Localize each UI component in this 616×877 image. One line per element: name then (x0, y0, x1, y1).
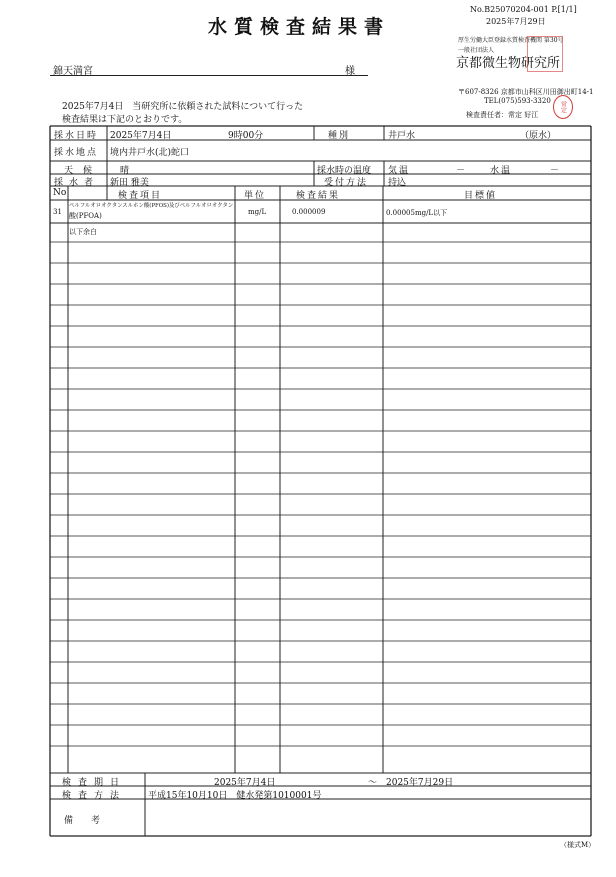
intro-line-2: 検査結果は下記のとおりです。 (62, 115, 188, 125)
water-type-value: 井戸水 (388, 131, 416, 141)
lab-registration: 厚生労働大臣登録水質検査機関 第30号 (458, 37, 564, 44)
header-item: 検査項目 (118, 191, 163, 201)
period-separator: ～ (368, 778, 378, 788)
remainder-note: 以下余白 (69, 228, 97, 236)
weather-label: 天候 (64, 166, 103, 176)
water-type-label: 種別 (328, 131, 351, 141)
intro-line-1: 2025年7月4日 当研究所に依頼された試料について行った (62, 102, 304, 112)
remarks-label: 備 考 (64, 816, 101, 826)
sampling-date: 2025年7月4日 (110, 131, 172, 141)
sampling-place-value: 境内井戸水(北)蛇口 (110, 148, 190, 158)
row-target: 0.00005mg/L以下 (386, 209, 448, 217)
air-temp-label: 気温 (388, 166, 411, 176)
period-start: 2025年7月4日 (214, 778, 276, 788)
sampler-label: 採水者 (54, 178, 100, 188)
form-code: （様式M） (560, 841, 596, 849)
lab-tel: TEL(075)593-3320 (484, 97, 551, 105)
method-label: 検査方法 (62, 791, 127, 801)
receipt-method-label: 受付方法 (324, 178, 369, 188)
air-temp-value: － (456, 166, 466, 176)
sampling-datetime-label: 採水日時 (54, 131, 99, 141)
manager-seal: 常定 (553, 95, 573, 119)
period-end: 2025年7月29日 (386, 778, 454, 788)
lab-address: 〒607-8326 京都市山科区川田御出町14-1 (458, 88, 594, 96)
water-type-note: （原水） (520, 131, 557, 141)
document-number: No.B25070204-001 P.[1/1] (470, 5, 577, 14)
header-no: No (53, 188, 67, 198)
sampling-time: 9時00分 (228, 131, 264, 141)
period-label: 検査期日 (62, 778, 127, 788)
water-temp-value: － (550, 166, 560, 176)
header-unit: 単位 (244, 191, 267, 201)
receipt-method-value: 持込 (388, 178, 407, 188)
lab-name: 京都微生物研究所 (456, 56, 561, 71)
row-result: 0.000009 (292, 208, 326, 216)
recipient-suffix: 様 (345, 66, 355, 77)
row-item-line-1: ペルフルオロオクタンスルホン酸(PFOS)及びペルフルオロオクタン (69, 203, 234, 209)
method-value: 平成15年10月10日 健水発第1010001号 (148, 791, 322, 801)
document-title: 水質検査結果書 (208, 16, 391, 38)
sampling-place-label: 採水地点 (54, 148, 99, 158)
row-no: 31 (53, 208, 62, 216)
row-item-line-2: 酸(PFOA) (69, 212, 102, 220)
sampler-value: 新田 雅美 (110, 178, 149, 188)
water-temp-label: 水温 (490, 166, 513, 176)
weather-value: 晴 (120, 166, 130, 176)
header-result: 検査結果 (296, 191, 341, 201)
row-unit: mg/L (248, 208, 267, 216)
lab-manager: 検査責任者：常定 好江 (466, 111, 539, 119)
sampling-temp-label: 採水時の温度 (317, 166, 372, 176)
lab-corp-type: 一般社団法人 (458, 47, 495, 54)
recipient-name: 錦天満宮 (53, 66, 93, 77)
issue-date: 2025年7月29日 (486, 17, 546, 26)
header-target: 目標値 (464, 191, 498, 201)
